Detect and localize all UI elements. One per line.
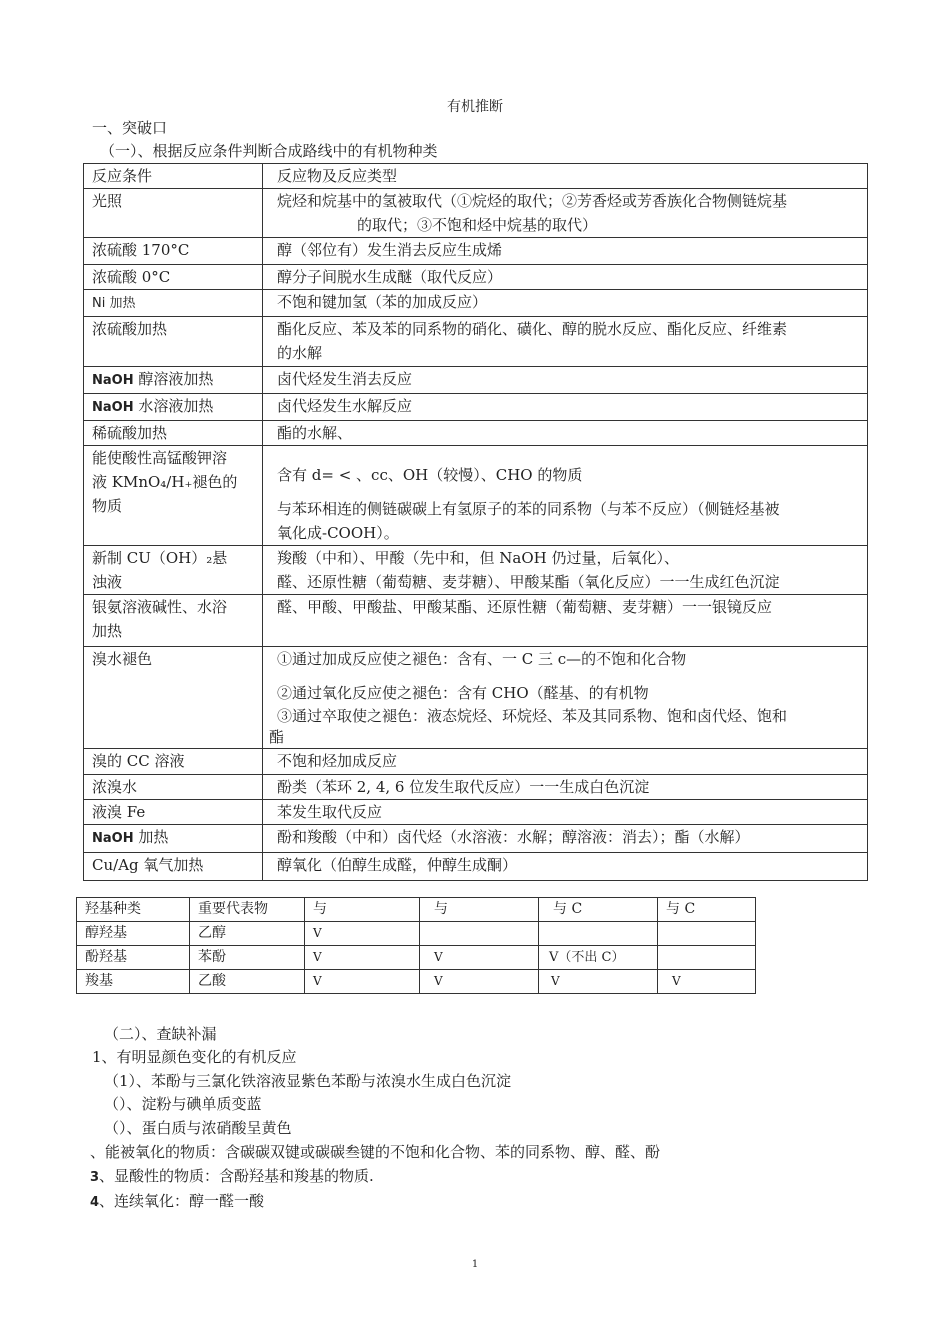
condition-cell: 浓硫酸 0°C [84,265,263,290]
table-row [84,265,868,290]
condition-text: 加热 [138,828,169,846]
description-cell [263,647,868,749]
table-row [84,647,868,749]
subsection-heading: （二）、查缺补漏 [104,1025,217,1043]
item-text: 、显酸性的物质：含酚羟基和羧基的物质. [99,1167,374,1185]
condition-line: 浊液 [92,573,123,591]
description-cell: 醛、甲酸、甲酸盐、甲酸某酯、还原性糖（葡萄糖、麦芽糖）一一银镜反应 [263,595,868,647]
table-cell: V [305,970,420,994]
table-cell: V [420,946,539,970]
table-row [84,446,868,546]
table-cell: V [539,970,658,994]
description-line: 氧化成-COOH）。 [277,524,399,542]
list-item: （）、蛋白质与浓硝酸呈黄色 [104,1119,292,1137]
description-cell: 卤代烃发生消去反应 [263,367,868,394]
condition-line: 银氨溶液碱性、水浴 [92,598,228,616]
table-cell: 醇羟基 [77,922,190,946]
list-item: 1、有明显颜色变化的有机反应 [92,1048,297,1066]
description-line: 羧酸（中和）、甲酸（先中和，但 NaOH 仍过量，后氧化）、 [277,549,679,567]
table-cell [658,946,756,970]
condition-line: 新制 CU（OH）₂悬 [92,549,228,567]
hydroxyl-comparison-table [76,897,756,994]
description-cell: 醇氧化（伯醇生成醛，仲醇生成酮） [263,853,868,881]
table-row [84,367,868,394]
table-row [84,421,868,446]
description-cell: 卤代烃发生水解反应 [263,394,868,421]
naoh-label: NaOH [92,400,134,415]
table-row [84,595,868,647]
condition-cell: 浓硫酸加热 [84,317,263,367]
description-line: 酯化反应、苯及苯的同系物的硝化、磺化、醇的脱水反应、酯化反应、纤维素 [277,320,788,338]
table-cell [658,922,756,946]
table-cell: V [420,970,539,994]
list-item: （）、淀粉与碘单质变蓝 [104,1095,262,1113]
subsection-heading: （一）、根据反应条件判断合成路线中的有机物种类 [100,142,438,160]
condition-cell [84,394,263,421]
condition-cell: 浓溴水 [84,775,263,800]
table-row [84,238,868,265]
naoh-label: NaOH [92,831,134,846]
header-cell: 重要代表物 [190,898,305,922]
description-cell: 醇分子间脱水生成醚（取代反应） [263,265,868,290]
table-row [84,290,868,317]
table-row [84,546,868,595]
table-row [84,825,868,853]
condition-cell: 液溴 Fe [84,800,263,825]
page-number: 1 [471,1259,479,1270]
description-line: ③通过卒取使之褪色：液态烷烃、环烷烃、苯及其同系物、饱和卤代烃、饱和 [277,707,788,725]
table-row [84,317,868,367]
table-row [84,775,868,800]
table-row [77,922,756,946]
description-cell [263,446,868,546]
condition-cell: 光照 [84,189,263,238]
condition-cell [84,446,263,546]
list-item [90,1190,264,1211]
table-row [84,189,868,238]
description-cell: 苯发生取代反应 [263,800,868,825]
description-cell: 酚和羧酸（中和）卤代烃（水溶液：水解；醇溶液：消去）；酯（水解） [263,825,868,853]
header-cell: 羟基种类 [77,898,190,922]
table-header-row [84,164,868,189]
description-line: 烷烃和烷基中的氢被取代（①烷烃的取代；②芳香烃或芳香族化合物侧链烷基 [277,192,788,210]
header-cell: 反应条件 [84,164,263,189]
table-header-row [77,898,756,922]
description-line: ①通过加成反应使之褪色：含有、一 C 三 c—的不饱和化合物 [277,650,687,668]
list-item: 、能被氧化的物质：含碳碳双键或碳碳叁键的不饱和化合物、苯的同系物、醇、醛、酚 [90,1143,661,1161]
table-cell: 乙醇 [190,922,305,946]
naoh-label: NaOH [92,373,134,388]
condition-cell [84,546,263,595]
table-cell: 乙酸 [190,970,305,994]
table-cell: V [305,922,420,946]
section-heading: 一、突破口 [92,119,168,137]
description-cell: 酚类（苯环 2, 4, 6 位发生取代反应）一一生成白色沉淀 [263,775,868,800]
table-cell: 羧基 [77,970,190,994]
table-cell [420,922,539,946]
item-text: 、连续氧化：醇一醛一酸 [99,1192,265,1210]
table-cell: V [658,970,756,994]
condition-cell [84,290,263,317]
header-cell: 与 C [539,898,658,922]
table-cell: V（不出 C） [539,946,658,970]
table-row [84,749,868,775]
condition-cell: 溴的 CC 溶液 [84,749,263,775]
condition-cell: Cu/Ag 氧气加热 [84,853,263,881]
condition-cell [84,595,263,647]
condition-cell [84,367,263,394]
condition-line: 液 KMnO₄/H₊褪色的 [92,473,238,491]
page-title: 有机推断 [447,99,503,115]
table-row [77,970,756,994]
description-cell: 酯的水解、 [263,421,868,446]
description-cell [263,546,868,595]
condition-text: Ni 加热 [92,296,136,311]
description-cell: 不饱和键加氢（苯的加成反应） [263,290,868,317]
condition-line: 物质 [92,497,123,515]
condition-line: 加热 [92,622,123,640]
description-line: 酯 [269,728,285,746]
description-line: ②通过氧化反应使之褪色：含有 CHO（醛基、的有机物 [277,684,649,702]
table-cell: V [305,946,420,970]
condition-cell: 稀硫酸加热 [84,421,263,446]
condition-cell [84,825,263,853]
reaction-conditions-table [83,163,868,881]
header-cell: 与 [305,898,420,922]
table-cell [539,922,658,946]
condition-text: 醇溶液加热 [138,370,214,388]
list-item: （1）、苯酚与三氯化铁溶液显紫色苯酚与浓溴水生成白色沉淀 [104,1072,512,1090]
item-number: 4 [90,1195,100,1210]
description-line: 含有 d= < 、cc、OH（较慢）、CHO 的物质 [277,466,583,484]
header-cell: 与 C [658,898,756,922]
list-item [90,1165,374,1186]
condition-line: 能使酸性高锰酸钾溶 [92,449,228,467]
condition-text: 水溶液加热 [138,397,214,415]
description-line: 与苯环相连的侧链碳碳上有氢原子的苯的同系物（与苯不反应）（侧链烃基被 [277,500,780,518]
table-row [84,394,868,421]
item-number: 3 [90,1170,100,1185]
header-cell: 反应物及反应类型 [263,164,868,189]
description-line: 的取代；③不饱和烃中烷基的取代） [357,216,598,234]
table-row [84,853,868,881]
condition-cell: 溴水褪色 [84,647,263,749]
description-line: 的水解 [277,344,323,362]
description-cell [263,317,868,367]
condition-cell: 浓硫酸 170°C [84,238,263,265]
table-cell: 苯酚 [190,946,305,970]
description-line: 醛、还原性糖（葡萄糖、麦芽糖）、甲酸某酯（氧化反应）一一生成红色沉淀 [277,573,780,591]
description-cell: 不饱和烃加成反应 [263,749,868,775]
header-cell: 与 [420,898,539,922]
description-cell [263,189,868,238]
table-cell: 酚羟基 [77,946,190,970]
description-cell: 醇（邻位有）发生消去反应生成烯 [263,238,868,265]
table-row [77,946,756,970]
table-row [84,800,868,825]
